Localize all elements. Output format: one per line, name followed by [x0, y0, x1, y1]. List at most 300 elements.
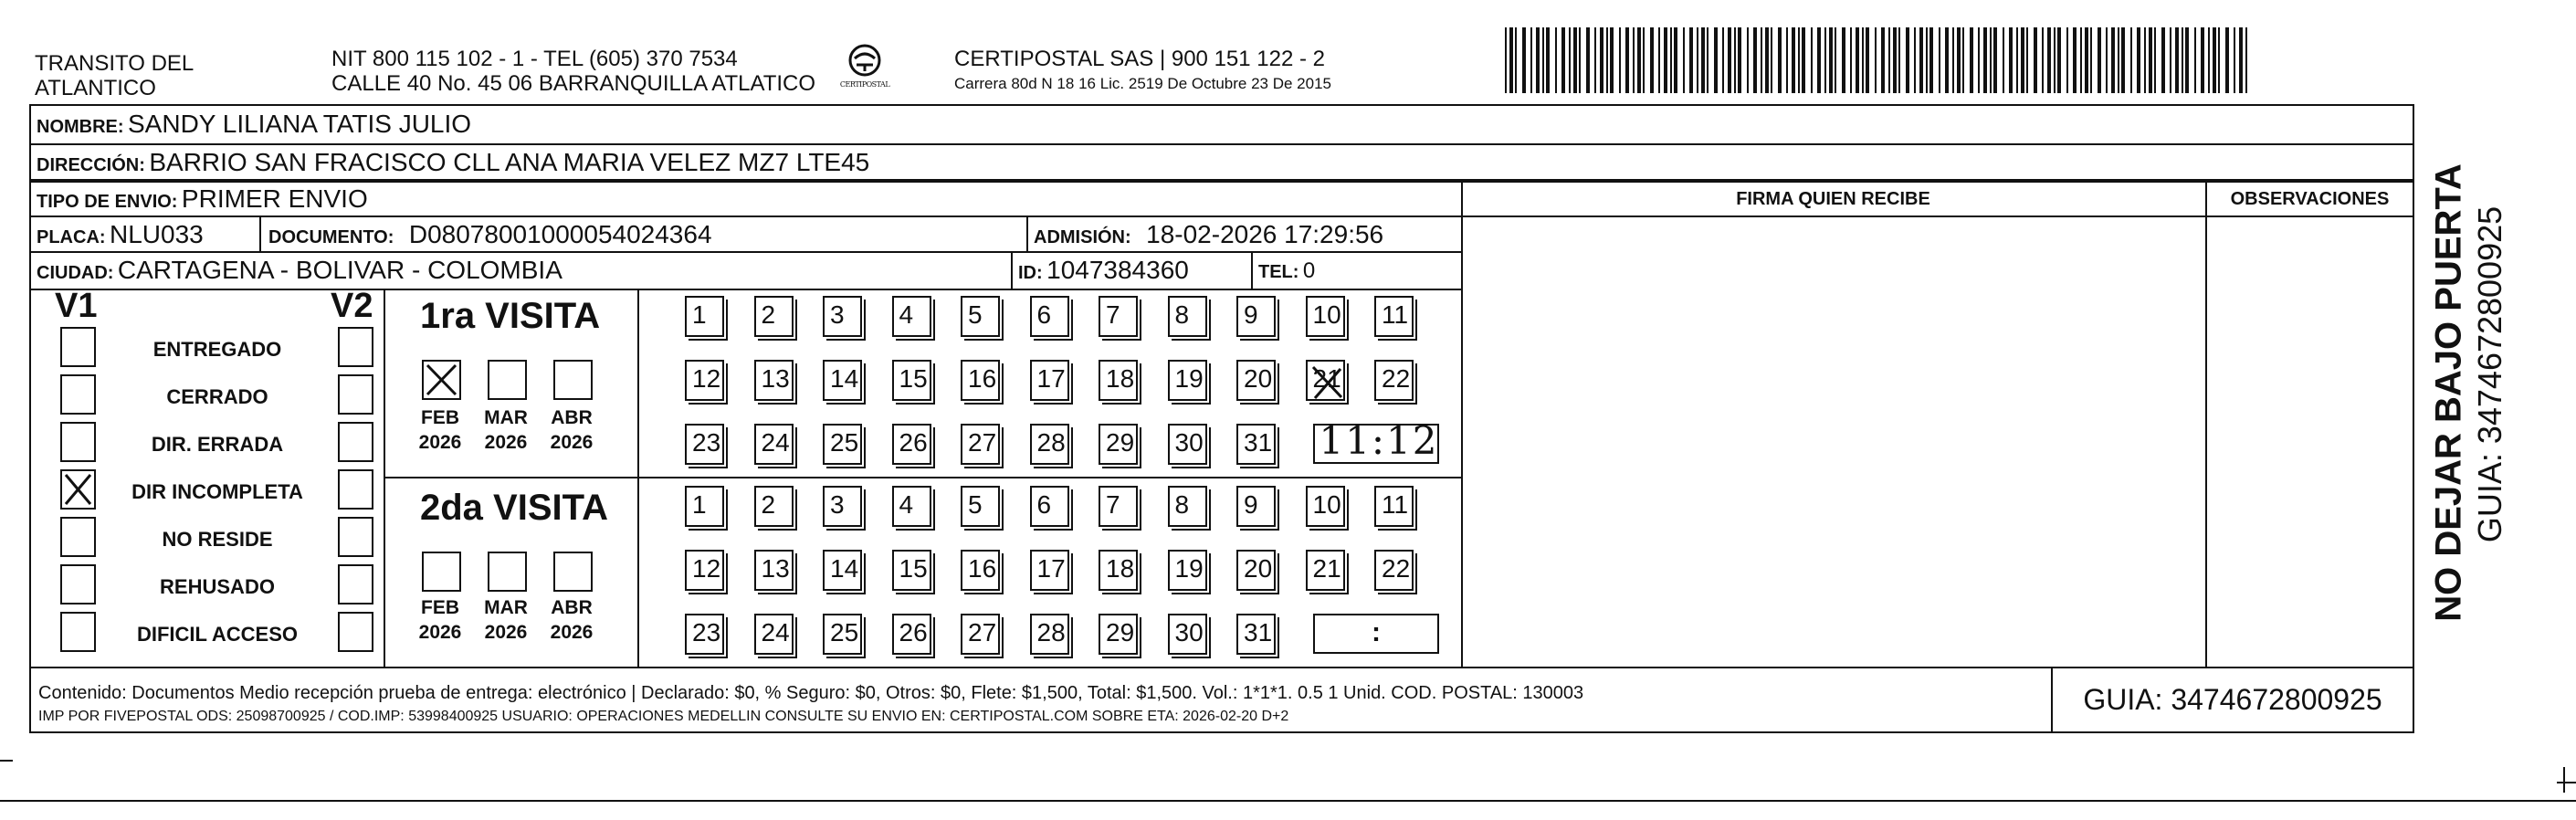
second-visit-month-checkbox[interactable]: [553, 552, 593, 592]
barcode-bar: [1722, 27, 1724, 93]
first-visit-day-number: 29: [1106, 428, 1135, 457]
barcode-bar: [1536, 27, 1540, 93]
second-visit-day-number: 1: [692, 490, 707, 519]
documento-label: DOCUMENTO:: [268, 227, 394, 247]
first-visit-day-number: 27: [968, 428, 997, 457]
first-visit-day-box[interactable]: [892, 360, 931, 401]
barcode-bar: [2047, 27, 2051, 93]
barcode-bar: [1753, 27, 1757, 93]
barcode-bar: [1561, 27, 1565, 93]
barcode-bar: [1862, 27, 1864, 93]
first-visit-day-box[interactable]: [1168, 424, 1207, 465]
second-visit-day-box[interactable]: [1030, 614, 1069, 655]
second-visit-time-placeholder: :: [1372, 617, 1381, 647]
barcode-bar: [2118, 27, 2119, 93]
barcode-bar: [1569, 27, 1571, 93]
v2-checkbox[interactable]: [338, 327, 373, 367]
barcode-bar: [2098, 27, 2101, 93]
v1-checkbox[interactable]: [60, 517, 96, 557]
barcode-bar: [1522, 27, 1526, 93]
direccion-value: BARRIO SAN FRACISCO CLL ANA MARIA VELEZ MZ7 LTE45: [149, 148, 870, 176]
second-visit-day-box[interactable]: [685, 614, 724, 655]
first-visit-day-number: 21: [1312, 364, 1341, 393]
first-visit-day-number: 15: [899, 364, 928, 393]
barcode-bar: [1952, 27, 1954, 93]
first-visit-day-number: 6: [1036, 300, 1052, 329]
second-visit-day-box[interactable]: [1306, 550, 1345, 591]
v1-checkbox[interactable]: [60, 327, 96, 367]
first-visit-day-box[interactable]: [754, 360, 794, 401]
first-visit-day-number: 13: [761, 364, 790, 393]
barcode-bar: [2149, 27, 2152, 93]
barcode-bar: [1546, 27, 1550, 93]
first-visit-day-box[interactable]: [1030, 296, 1069, 337]
first-visit-day-box[interactable]: [1306, 360, 1345, 401]
month-year: 2026: [418, 432, 462, 453]
first-visit-day-box[interactable]: [1236, 424, 1276, 465]
direccion-row: [37, 150, 869, 175]
first-visit-day-number: 11: [1382, 300, 1409, 329]
second-visit-day-box[interactable]: [961, 614, 1000, 655]
first-visit-day-number: 18: [1106, 364, 1135, 393]
barcode-bar: [2003, 27, 2004, 93]
status-option-label: DIR. ERRADA: [151, 433, 284, 456]
barcode-bar: [2194, 27, 2196, 93]
barcode-bar: [2225, 27, 2229, 93]
second-visit-day-number: 5: [968, 490, 983, 519]
first-visit-day-box[interactable]: [1099, 360, 1138, 401]
barcode-bar: [1505, 27, 1507, 93]
barcode: [1505, 27, 2254, 93]
barcode-bar: [1761, 27, 1762, 93]
second-visit-day-box[interactable]: [892, 614, 931, 655]
second-visit-day-number: 19: [1174, 554, 1204, 583]
first-visit-day-number: 31: [1244, 428, 1273, 457]
barcode-bar: [2054, 27, 2056, 93]
second-visit-day-box[interactable]: [892, 486, 931, 527]
divider: [1011, 251, 1013, 289]
barcode-bar: [1792, 27, 1795, 93]
second-visit-day-box[interactable]: [685, 550, 724, 591]
barcode-bar: [1542, 27, 1544, 93]
first-visit-day-box[interactable]: [961, 296, 1000, 337]
barcode-bar: [1978, 27, 1980, 93]
divider: [384, 477, 1461, 478]
first-visit-day-box[interactable]: [1236, 360, 1276, 401]
barcode-bar: [2182, 27, 2183, 93]
second-visit-day-box[interactable]: [1306, 486, 1345, 527]
second-visit-day-number: 30: [1174, 618, 1204, 647]
observaciones-header: OBSERVACIONES: [2230, 189, 2390, 209]
barcode-bar: [2170, 27, 2171, 93]
second-visit-day-box[interactable]: [961, 486, 1000, 527]
month-name: ABR: [551, 597, 593, 618]
first-visit-day-box[interactable]: [823, 296, 862, 337]
second-visit-day-box[interactable]: [1236, 614, 1276, 655]
second-visit-day-box[interactable]: [1168, 486, 1207, 527]
carrier-company: CERTIPOSTAL SAS | 900 151 122 - 2: [954, 47, 1325, 71]
first-visit-day-number: 7: [1106, 300, 1120, 329]
first-visit-day-number: 5: [968, 300, 983, 329]
divider: [29, 181, 2414, 183]
divider: [1026, 216, 1028, 253]
v2-label: V2: [331, 287, 373, 325]
barcode-bar: [1817, 27, 1821, 93]
second-visit-day-number: 26: [899, 618, 928, 647]
first-visit-day-box[interactable]: [754, 424, 794, 465]
id-row: [1018, 258, 1189, 283]
second-visit-day-number: 29: [1106, 618, 1135, 647]
barcode-bar: [1957, 27, 1961, 93]
second-visit-day-number: 25: [830, 618, 859, 647]
barcode-bar: [2144, 27, 2146, 93]
divider: [29, 251, 1461, 253]
barcode-bar: [1573, 27, 1577, 93]
barcode-bar: [2185, 27, 2189, 93]
barcode-bar: [1893, 27, 1897, 93]
ciudad-row: [37, 258, 563, 283]
second-visit-day-number: 8: [1174, 490, 1190, 519]
second-visit-day-number: 22: [1382, 554, 1411, 583]
first-visit-day-box[interactable]: [961, 360, 1000, 401]
first-visit-day-number: 20: [1244, 364, 1273, 393]
second-visit-month-label: [478, 595, 533, 645]
barcode-bar: [2085, 27, 2088, 93]
barcode-bar: [1701, 27, 1705, 93]
second-visit-day-box[interactable]: [1236, 550, 1276, 591]
first-visit-day-number: 30: [1174, 428, 1204, 457]
first-visit-day-number: 16: [968, 364, 997, 393]
barcode-bar: [2245, 27, 2247, 93]
id-value: 1047384360: [1046, 256, 1189, 284]
barcode-bar: [1747, 27, 1749, 93]
barcode-bar: [1643, 27, 1645, 93]
divider: [29, 289, 1461, 290]
barcode-bar: [1515, 27, 1517, 93]
month-year: 2026: [550, 432, 594, 453]
barcode-bar: [1714, 27, 1718, 93]
first-visit-time: 11:12: [1319, 418, 1439, 463]
second-visit-day-box[interactable]: [1099, 550, 1138, 591]
barcode-bar: [1707, 27, 1709, 93]
barcode-bar: [1670, 27, 1672, 93]
first-visit-title: 1ra VISITA: [420, 296, 601, 336]
v1-checkbox[interactable]: [60, 469, 96, 510]
first-visit-day-number: 14: [830, 364, 859, 393]
first-visit-day-box[interactable]: [1030, 360, 1069, 401]
status-option-label: NO RESIDE: [162, 528, 273, 551]
second-visit-day-number: 14: [830, 554, 859, 583]
first-visit-day-box[interactable]: [1236, 296, 1276, 337]
second-visit-day-box[interactable]: [1099, 486, 1138, 527]
first-visit-month-label: [544, 405, 599, 455]
barcode-bar: [1842, 27, 1845, 93]
second-visit-day-box[interactable]: [685, 486, 724, 527]
second-visit-day-box[interactable]: [754, 614, 794, 655]
crop-mark-left: [0, 760, 13, 762]
crop-mark-right-v: [2563, 767, 2565, 793]
barcode-bar: [1734, 27, 1736, 93]
v2-checkbox[interactable]: [338, 612, 373, 652]
nombre-row: [37, 111, 471, 137]
second-visit-day-number: 16: [968, 554, 997, 583]
side-guia-number: GUIA: 3474672800925: [2471, 205, 2508, 543]
barcode-bar: [2208, 27, 2210, 93]
barcode-bar: [2137, 27, 2140, 93]
guia-footer: GUIA: 3474672800925: [2083, 683, 2382, 716]
x-mark-icon: [1308, 362, 1347, 403]
first-visit-day-number: 10: [1312, 300, 1341, 329]
barcode-bar: [1919, 27, 1923, 93]
first-visit-day-box[interactable]: [1099, 296, 1138, 337]
status-option-label: CERRADO: [166, 385, 268, 408]
v2-checkbox[interactable]: [338, 374, 373, 415]
barcode-bar: [2042, 27, 2044, 93]
v1-checkbox[interactable]: [60, 422, 96, 462]
barcode-bar: [1697, 27, 1698, 93]
first-visit-day-number: 1: [692, 300, 707, 329]
first-visit-day-number: 28: [1036, 428, 1066, 457]
barcode-bar: [1778, 27, 1782, 93]
tipo-envio-value: PRIMER ENVIO: [181, 184, 368, 213]
first-visit-time-box[interactable]: [1313, 424, 1439, 464]
x-mark-icon: [62, 471, 94, 508]
second-visit-day-box[interactable]: [1374, 486, 1414, 527]
first-visit-month-label: [478, 405, 533, 455]
first-visit-month-checkbox[interactable]: [488, 360, 527, 400]
barcode-bar: [1939, 27, 1940, 93]
divider: [1251, 251, 1253, 289]
first-visit-day-number: 23: [692, 428, 721, 457]
second-visit-day-box[interactable]: [961, 550, 1000, 591]
second-visit-day-box[interactable]: [1168, 550, 1207, 591]
bottom-rule: [0, 800, 2576, 802]
v2-checkbox[interactable]: [338, 517, 373, 557]
first-visit-day-box[interactable]: [823, 424, 862, 465]
tel-value: 0: [1302, 258, 1316, 283]
imp-text: IMP POR FIVEPOSTAL ODS: 25098700925 / COD.IMP: 53998400925 USUARIO: OPERACIONES MEDELLIN CONSULTE SU ENVIO EN: CERTIPOSTAL.COM SOBRE ETA: 2026-02-20 D+2: [38, 709, 1289, 724]
v2-checkbox[interactable]: [338, 469, 373, 510]
barcode-bar: [1914, 27, 1916, 93]
second-visit-day-number: 21: [1312, 554, 1341, 583]
second-visit-day-number: 10: [1312, 490, 1341, 519]
barcode-bar: [1856, 27, 1859, 93]
barcode-bar: [1906, 27, 1909, 93]
first-visit-day-number: 3: [830, 300, 845, 329]
admision-value: 18-02-2026 17:29:56: [1146, 220, 1384, 248]
status-option-label: DIR INCOMPLETA: [131, 480, 303, 503]
first-visit-day-box[interactable]: [1168, 360, 1207, 401]
second-visit-day-number: 7: [1106, 490, 1120, 519]
ciudad-value: CARTAGENA - BOLIVAR - COLOMBIA: [117, 256, 563, 284]
barcode-bar: [2057, 27, 2061, 93]
direccion-label: DIRECCIÓN:: [37, 155, 145, 175]
carrier-info: [954, 47, 1331, 93]
id-label: ID:: [1018, 263, 1043, 283]
first-visit-day-box[interactable]: [1099, 424, 1138, 465]
first-visit-day-box[interactable]: [685, 424, 724, 465]
month-year: 2026: [418, 622, 462, 643]
barcode-bar: [2161, 27, 2165, 93]
second-visit-day-box[interactable]: [1236, 486, 1276, 527]
divider: [29, 667, 2414, 668]
first-visit-day-box[interactable]: [1030, 424, 1069, 465]
v1-label: V1: [55, 287, 98, 325]
firma-area[interactable]: [1463, 217, 2203, 665]
second-visit-day-box[interactable]: [823, 486, 862, 527]
barcode-bar: [1835, 27, 1836, 93]
side-guia: [2467, 128, 2513, 657]
barcode-bar: [1509, 27, 1513, 93]
barcode-bar: [1637, 27, 1641, 93]
second-visit-day-number: 2: [761, 490, 776, 519]
barcode-bar: [1619, 27, 1621, 93]
barcode-bar: [1674, 27, 1677, 93]
first-visit-day-number: 17: [1036, 364, 1066, 393]
documento-row: [268, 222, 712, 247]
tel-label: TEL:: [1258, 262, 1299, 282]
barcode-bar: [1881, 27, 1885, 93]
first-visit-day-number: 26: [899, 428, 928, 457]
barcode-bar: [1600, 27, 1603, 93]
observaciones-area[interactable]: [2207, 217, 2413, 665]
barcode-bar: [1850, 27, 1852, 93]
first-visit-day-box[interactable]: [1374, 296, 1414, 337]
divider: [29, 143, 2414, 145]
second-visit-month-label: [544, 595, 599, 645]
status-option-label: DIFICIL ACCESO: [136, 623, 298, 646]
barcode-bar: [1610, 27, 1614, 93]
barcode-bar: [2175, 27, 2179, 93]
barcode-bar: [2021, 27, 2024, 93]
carrier-license: Carrera 80d N 18 16 Lic. 2519 De Octubre 23 De 2015: [954, 75, 1331, 92]
admision-label: ADMISIÓN:: [1034, 227, 1131, 247]
month-name: FEB: [421, 597, 459, 618]
v2-checkbox[interactable]: [338, 422, 373, 462]
no-dejar-bajo-puerta: NO DEJAR BAJO PUERTA: [2428, 163, 2469, 622]
second-visit-day-number: 6: [1036, 490, 1052, 519]
first-visit-day-box[interactable]: [961, 424, 1000, 465]
v1-checkbox[interactable]: [60, 612, 96, 652]
barcode-bar: [1650, 27, 1654, 93]
month-year: 2026: [484, 622, 528, 643]
second-visit-day-box[interactable]: [823, 550, 862, 591]
second-visit-day-number: 13: [761, 554, 790, 583]
placa-label: PLACA:: [37, 227, 106, 247]
barcode-bar: [1658, 27, 1660, 93]
certipostal-logo: [838, 40, 891, 106]
second-visit-day-box[interactable]: [754, 486, 794, 527]
first-visit-day-box[interactable]: [892, 424, 931, 465]
second-visit-day-number: 24: [761, 618, 790, 647]
status-option-label: ENTREGADO: [152, 338, 282, 361]
second-visit-day-box[interactable]: [892, 550, 931, 591]
barcode-bar: [2239, 27, 2243, 93]
tipo-envio-row: [37, 186, 368, 212]
first-visit-day-number: 19: [1174, 364, 1204, 393]
barcode-bar: [2121, 27, 2125, 93]
first-visit-day-number: 25: [830, 428, 859, 457]
second-visit-day-box[interactable]: [754, 550, 794, 591]
documento-value: D08078001000054024364: [408, 220, 712, 248]
second-visit-title: 2da VISITA: [420, 488, 608, 528]
second-visit-day-box[interactable]: [1168, 614, 1207, 655]
month-name: MAR: [484, 407, 528, 428]
barcode-bar: [1606, 27, 1608, 93]
sender-name-line2: ATLANTICO: [35, 76, 156, 100]
barcode-bar: [2201, 27, 2204, 93]
nombre-label: NOMBRE:: [37, 117, 124, 137]
barcode-bar: [1962, 27, 1964, 93]
first-visit-day-number: 4: [899, 300, 914, 329]
first-visit-day-number: 2: [761, 300, 776, 329]
first-visit-day-box[interactable]: [1374, 360, 1414, 401]
second-visit-month-label: [413, 595, 468, 645]
first-visit-day-box[interactable]: [892, 296, 931, 337]
barcode-bar: [1530, 27, 1532, 93]
second-visit-day-number: 18: [1106, 554, 1135, 583]
month-name: MAR: [484, 597, 528, 618]
crop-mark-right: [2557, 782, 2576, 783]
barcode-bar: [1970, 27, 1973, 93]
second-visit-month-checkbox[interactable]: [488, 552, 527, 592]
second-visit-day-number: 12: [692, 554, 721, 583]
sender-contact: [331, 47, 815, 96]
barcode-bar: [1738, 27, 1741, 93]
second-visit-day-box[interactable]: [1374, 550, 1414, 591]
barcode-bar: [2026, 27, 2028, 93]
barcode-bar: [2234, 27, 2235, 93]
first-visit-day-box[interactable]: [1168, 296, 1207, 337]
barcode-bar: [1829, 27, 1833, 93]
sender-name-line1: TRANSITO DEL: [35, 51, 195, 76]
second-visit-day-box[interactable]: [1099, 614, 1138, 655]
barcode-bar: [1993, 27, 1997, 93]
first-visit-month-checkbox[interactable]: [422, 360, 461, 400]
barcode-bar: [2106, 27, 2108, 93]
v2-checkbox[interactable]: [338, 564, 373, 604]
barcode-bar: [1771, 27, 1772, 93]
first-visit-day-box[interactable]: [685, 360, 724, 401]
barcode-bar: [1898, 27, 1900, 93]
first-visit-day-box[interactable]: [823, 360, 862, 401]
v1-checkbox[interactable]: [60, 564, 96, 604]
tel-row: [1258, 260, 1315, 282]
barcode-bar: [1983, 27, 1987, 93]
second-visit-day-number: 31: [1244, 618, 1273, 647]
first-visit-day-box[interactable]: [1306, 296, 1345, 337]
v1-checkbox[interactable]: [60, 374, 96, 415]
month-year: 2026: [484, 432, 528, 453]
second-visit-day-box[interactable]: [823, 614, 862, 655]
barcode-bar: [1990, 27, 1992, 93]
second-visit-day-number: 3: [830, 490, 845, 519]
barcode-bar: [2009, 27, 2013, 93]
barcode-bar: [1586, 27, 1590, 93]
barcode-bar: [1811, 27, 1813, 93]
first-visit-day-box[interactable]: [685, 296, 724, 337]
first-visit-day-number: 22: [1382, 364, 1411, 393]
first-visit-day-number: 12: [692, 364, 721, 393]
barcode-bar: [1875, 27, 1877, 93]
second-visit-month-checkbox[interactable]: [422, 552, 461, 592]
second-visit-day-box[interactable]: [1030, 550, 1069, 591]
second-visit-day-number: 27: [968, 618, 997, 647]
first-visit-month-checkbox[interactable]: [553, 360, 593, 400]
barcode-bar: [1926, 27, 1928, 93]
first-visit-day-box[interactable]: [754, 296, 794, 337]
second-visit-day-box[interactable]: [1030, 486, 1069, 527]
